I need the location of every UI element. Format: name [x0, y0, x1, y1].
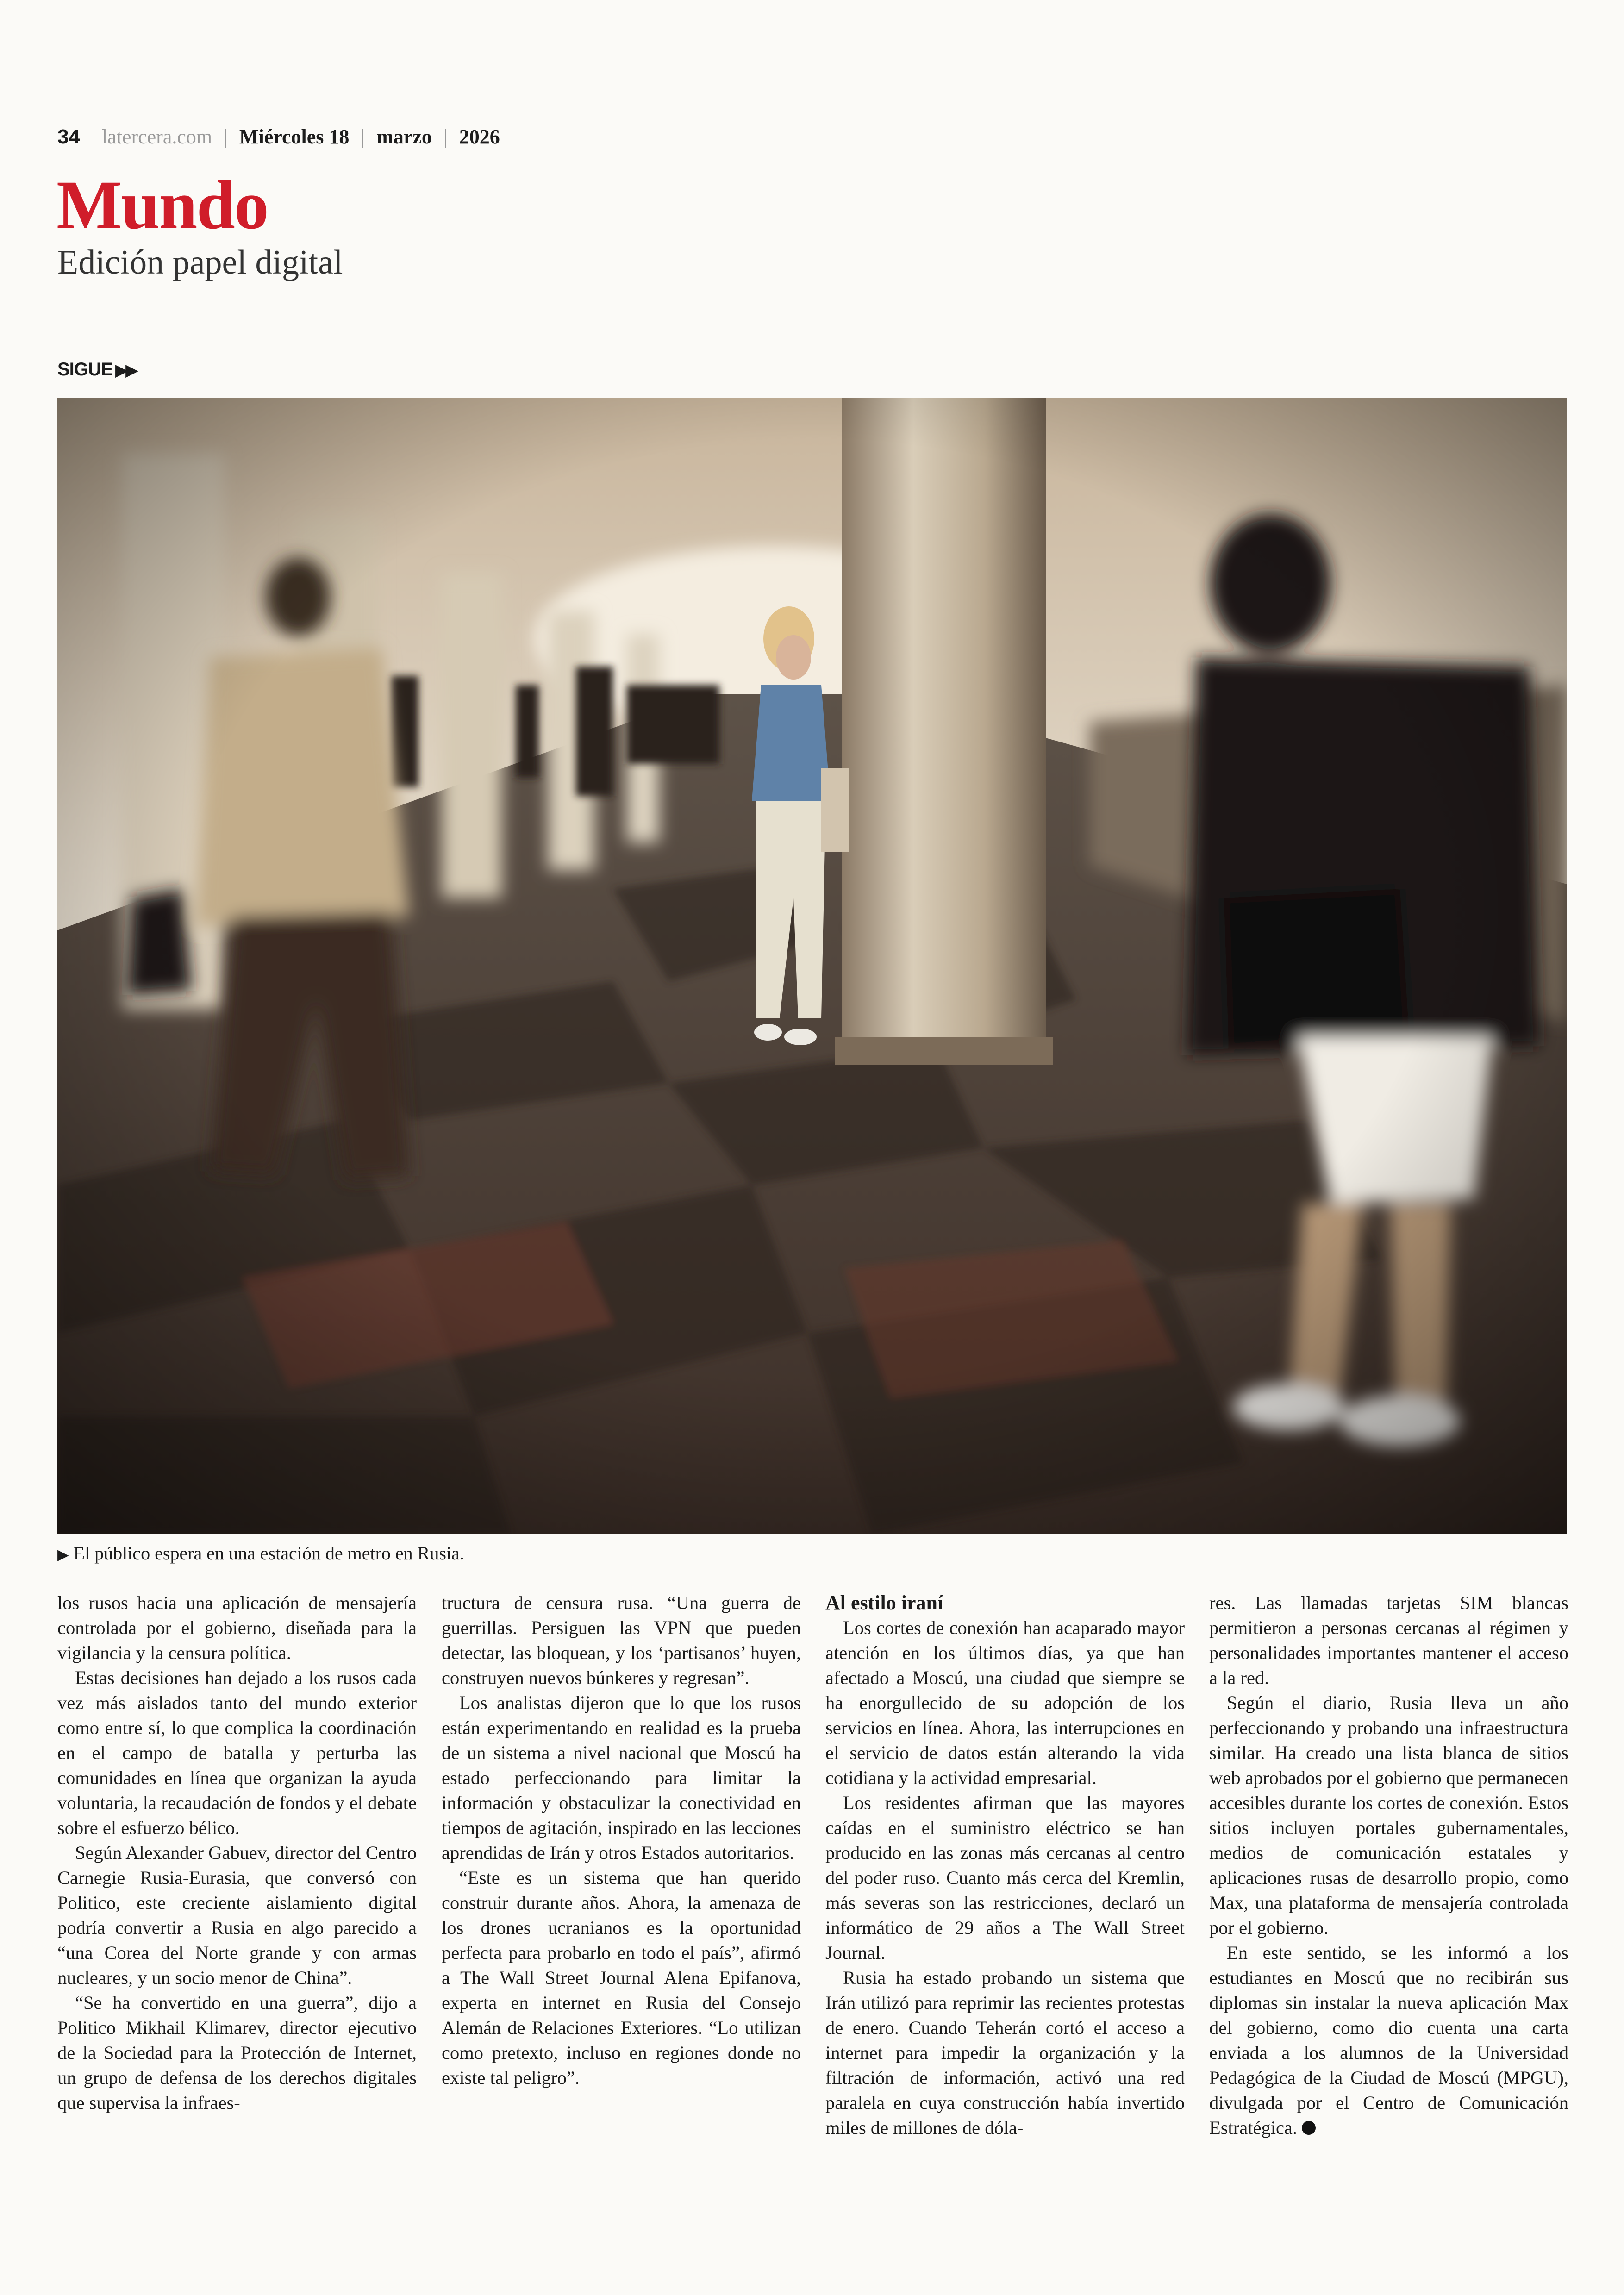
page-folio	[57, 123, 500, 151]
folio-separator: |	[361, 125, 365, 148]
article-paragraph: los rusos hacia una aplicación de mensajería controlada por el gobierno, diseñada para la vigilancia y la censura política.	[57, 1592, 417, 1663]
metro-station-photo	[57, 398, 1567, 1534]
folio-day: Miércoles 18	[239, 125, 350, 148]
article-paragraph: Los cortes de conexión han acaparado mayor atención en los últimos días, ya que han afectado a Moscú, una ciudad que siempre se ha enorgullecido de su adopción de los servicios en línea. Ahora, las interrupciones en el servicio de datos están alterando la vida cotidiana y la actividad empresarial.	[825, 1617, 1185, 1788]
folio-separator: |	[224, 125, 228, 148]
article-paragraph: Los residentes afirman que las mayores caídas en el suministro eléctrico se han producido en las zonas más cercanas al centro del poder ruso. Cuanto más cerca del Kremlin, más severas son las restricciones, declaró un informático de 29 años a The Wall Street Journal.	[825, 1792, 1185, 1963]
folio-year: 2026	[459, 125, 500, 148]
article-paragraph: Estas decisiones han dejado a los rusos cada vez más aislados tanto del mundo exterior como entre sí, lo que complica la coordinación en el campo de batalla y perturba las comunidades en línea que organizan la ayuda voluntaria, la recaudación de fondos y el debate sobre el esfuerzo bélico.	[57, 1667, 417, 1838]
article-paragraph: Según Alexander Gabuev, director del Centro Carnegie Rusia-Eurasia, que conversó con Politico, este creciente aislamiento digital podría convertir a Rusia en algo parecido a “una Corea del Norte grande y con armas nucleares, y un socio menor de China”.	[57, 1842, 417, 1988]
folio-separator: |	[443, 125, 448, 148]
section-subtitle: Edición papel digital	[57, 243, 343, 281]
article-paragraph: res. Las llamadas tarjetas SIM blancas permitieron a personas cercanas al régimen y personalidades importantes mantener el acceso a la red.	[1209, 1592, 1568, 1688]
article-paragraph: “Este es un sistema que han querido construir durante años. Ahora, la amenaza de los drones ucranianos es la oportunidad perfecta para probarlo en todo el país”, afirmó a The Wall Street Journal Alena Epifanova, experta en internet en Rusia del Consejo Alemán de Relaciones Exteriores. “Lo utilizan como pretexto, incluso en regiones donde no existe tal peligro”.	[442, 1867, 801, 2088]
double-arrow-icon: ▶▶	[115, 362, 136, 379]
article-column-2	[442, 1590, 801, 2090]
article-column-4	[1209, 1590, 1568, 2140]
article-paragraph: Rusia ha estado probando un sistema que Irán utilizó para reprimir las recientes protestas de enero. Cuando Teherán cortó el acceso a internet para impedir la organización y la filtración de información, activó una red paralela en cuya construcción había invertido miles de millones de dóla-	[825, 1967, 1185, 2138]
continues-marker	[57, 357, 136, 382]
article-paragraph: Según el diario, Rusia lleva un año perfeccionando y probando una infraestructura similar. Ha creado una lista blanca de sitios web aprobados por el gobierno que permanecen accesibles durante los cortes de conexión. Estos sitios incluyen portales gubernamentales, medios de comunicación estatales y aplicaciones rusas de desarrollo propio, como Max, una plataforma de mensajería controlada por el gobierno.	[1209, 1692, 1568, 1938]
article-paragraph: “Se ha convertido en una guerra”, dijo a Politico Mikhail Klimarev, director ejecutivo de la Sociedad para la Protección de Internet, un grupo de defensa de los derechos digitales que supervisa la infraes-	[57, 1992, 417, 2113]
article-paragraph	[1209, 1940, 1568, 2140]
folio-month: marzo	[376, 125, 432, 148]
page-number: 34	[57, 125, 80, 148]
article-column-3	[825, 1590, 1185, 2140]
metro-scene-illustration	[57, 398, 1567, 1534]
article-column-1	[57, 1590, 417, 2115]
caption-text: El público espera en una estación de metro en Rusia.	[73, 1543, 464, 1564]
continues-label: SIGUE	[57, 359, 113, 380]
end-of-article-icon	[1302, 2121, 1316, 2135]
site-name[interactable]: latercera.com	[101, 125, 212, 148]
photo-caption	[57, 1541, 464, 1566]
subheading: Al estilo iraní	[825, 1591, 943, 1614]
article-paragraph-text: En este sentido, se les informó a los estudiantes en Moscú que no recibirán sus diplomas sin instalar la nueva aplicación Max del gobierno, como dio cuenta una carta enviada a los alumnos de la Universidad Pedagógica de la Ciudad de Moscú (MPGU), divulgada por el Centro de Comunicación Estratégica.	[1209, 1942, 1568, 2138]
article-paragraph: tructura de censura rusa. “Una guerra de guerrillas. Persiguen las VPN que pueden detectar, las bloquean, y los ‘partisanos’ huyen, construyen nuevos búnkeres y regresan”.	[442, 1592, 801, 1688]
section-title: Mundo	[56, 167, 268, 243]
article-paragraph: Los analistas dijeron que lo que los rusos están experimentando en realidad es la prueba de un sistema a nivel nacional que Moscú ha estado perfeccionando para limitar la información y obstaculizar la conectividad en tiempos de agitación, inspirado en las lecciones aprendidas de Irán y otros Estados autoritarios.	[442, 1692, 801, 1863]
caption-triangle-icon: ▶	[57, 1546, 69, 1563]
